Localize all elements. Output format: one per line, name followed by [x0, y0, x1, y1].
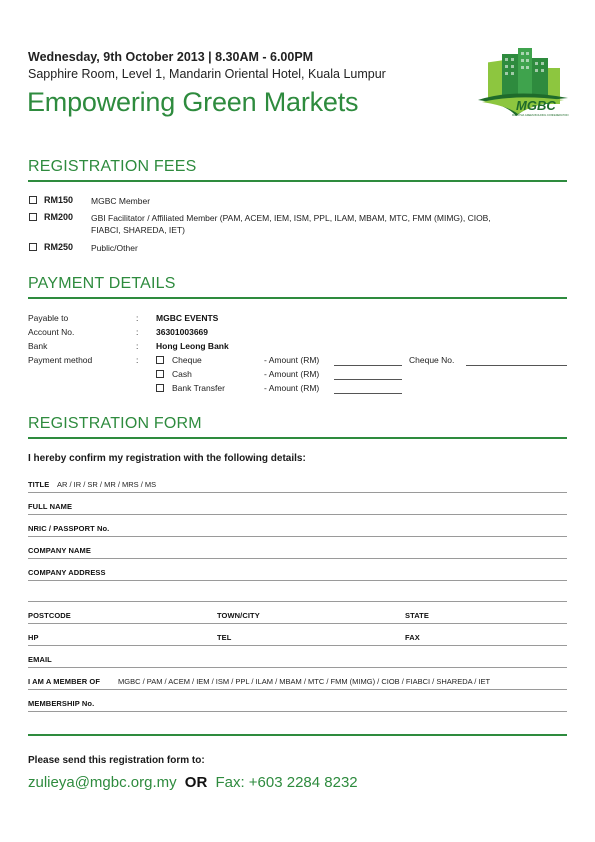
- colon: :: [136, 327, 139, 337]
- event-date: Wednesday, 9th October 2013 | 8.30AM - 6.00PM: [28, 50, 314, 64]
- cash-amount-field[interactable]: [334, 379, 402, 380]
- fee-rm150-checkbox[interactable]: [29, 196, 37, 204]
- fee-amount: RM250: [44, 242, 74, 252]
- mgbc-logo: [476, 42, 572, 126]
- confirm-text: I hereby confirm my registration with the following details:: [28, 453, 306, 464]
- fees-divider: [28, 180, 567, 182]
- amount-label: - Amount (RM): [264, 383, 320, 393]
- tel-label: TEL: [217, 633, 232, 642]
- amount-label: - Amount (RM): [264, 355, 320, 365]
- transfer-amount-field[interactable]: [334, 393, 402, 394]
- member-options[interactable]: MGBC / PAM / ACEM / IEM / ISM / PPL / ILAM / MBAM / MTC / FMM (MIMG) / CIOB / FIABCI / SHAREDA / IET: [118, 677, 491, 686]
- payable-to-value: MGBC EVENTS: [156, 313, 219, 323]
- account-no-label: Account No.: [28, 327, 75, 337]
- contact-line: [28, 774, 358, 791]
- fee-amount: RM200: [44, 212, 74, 222]
- email-field[interactable]: [28, 667, 567, 668]
- logo-text: MGBC: [516, 98, 556, 113]
- form-divider: [28, 437, 567, 439]
- colon: :: [136, 313, 139, 323]
- cheque-no-label: Cheque No.: [409, 355, 455, 365]
- fee-desc: GBI Facilitator / Affiliated Member (PAM, ACEM, IEM, ISM, PPL, ILAM, MBAM, MTC, FMM (MIMG), CIOB,: [91, 213, 491, 223]
- footer-divider: [28, 734, 567, 736]
- payment-section-title: PAYMENT DETAILS: [28, 275, 176, 292]
- page-title: Empowering Green Markets: [27, 87, 359, 117]
- fee-amount: RM150: [44, 195, 74, 205]
- fax-label: FAX: [405, 633, 420, 642]
- membership-no-field[interactable]: [28, 711, 567, 712]
- title-label: TITLE: [28, 480, 50, 489]
- payment-method-label: Payment method: [28, 355, 93, 365]
- bank-transfer-checkbox[interactable]: [156, 384, 164, 392]
- fee-desc-cont: FIABCI, SHAREDA, IET): [91, 225, 185, 235]
- contact-email[interactable]: zulieya@mgbc.org.my: [28, 774, 177, 791]
- full-name-label: FULL NAME: [28, 502, 73, 511]
- company-name-label: COMPANY NAME: [28, 546, 92, 555]
- cheque-no-field[interactable]: [466, 365, 567, 366]
- amount-label: - Amount (RM): [264, 369, 320, 379]
- company-address-field-1[interactable]: [28, 580, 567, 581]
- postcode-label: POSTCODE: [28, 611, 71, 620]
- send-instruction: Please send this registration form to:: [28, 755, 205, 766]
- cheque-label: Cheque: [172, 355, 202, 365]
- company-name-field[interactable]: [28, 558, 567, 559]
- payable-to-label: Payable to: [28, 313, 69, 323]
- colon: :: [136, 355, 139, 365]
- fee-rm200-checkbox[interactable]: [29, 213, 37, 221]
- payment-divider: [28, 297, 567, 299]
- title-options[interactable]: AR / IR / SR / MR / MRS / MS: [57, 480, 157, 489]
- contact-fax: Fax: +603 2284 8232: [215, 774, 358, 791]
- fee-desc: Public/Other: [91, 243, 138, 253]
- bank-label: Bank: [28, 341, 48, 351]
- or-text: OR: [184, 774, 208, 791]
- cash-label: Cash: [172, 369, 192, 379]
- full-name-field[interactable]: [28, 514, 567, 515]
- event-venue: Sapphire Room, Level 1, Mandarin Oriental Hotel, Kuala Lumpur: [28, 67, 386, 81]
- fee-desc: MGBC Member: [91, 196, 151, 206]
- fee-rm250-checkbox[interactable]: [29, 243, 37, 251]
- company-address-field-2[interactable]: [28, 601, 567, 602]
- title-field-line[interactable]: [28, 492, 567, 493]
- cheque-checkbox[interactable]: [156, 356, 164, 364]
- colon: :: [136, 341, 139, 351]
- membership-no-label: MEMBERSHIP No.: [28, 699, 95, 708]
- bank-value: Hong Leong Bank: [156, 341, 229, 351]
- member-of-label: I AM A MEMBER OF: [28, 677, 101, 686]
- account-no-value: 36301003669: [156, 327, 209, 337]
- hp-label: HP: [28, 633, 39, 642]
- cash-checkbox[interactable]: [156, 370, 164, 378]
- fees-section-title: REGISTRATION FEES: [28, 158, 197, 175]
- state-label: STATE: [405, 611, 429, 620]
- member-field[interactable]: [28, 689, 567, 690]
- nric-field[interactable]: [28, 536, 567, 537]
- address-detail-field[interactable]: [28, 623, 567, 624]
- email-label: EMAIL: [28, 655, 52, 664]
- town-label: TOWN/CITY: [217, 611, 260, 620]
- form-section-title: REGISTRATION FORM: [28, 415, 202, 432]
- company-address-label: COMPANY ADDRESS: [28, 568, 106, 577]
- nric-label: NRIC / PASSPORT No.: [28, 524, 110, 533]
- logo-subtext: MALAYSIA GREEN BUILDING CONFEDERATION: [512, 114, 569, 117]
- phone-field[interactable]: [28, 645, 567, 646]
- cheque-amount-field[interactable]: [334, 365, 402, 366]
- bank-transfer-label: Bank Transfer: [172, 383, 225, 393]
